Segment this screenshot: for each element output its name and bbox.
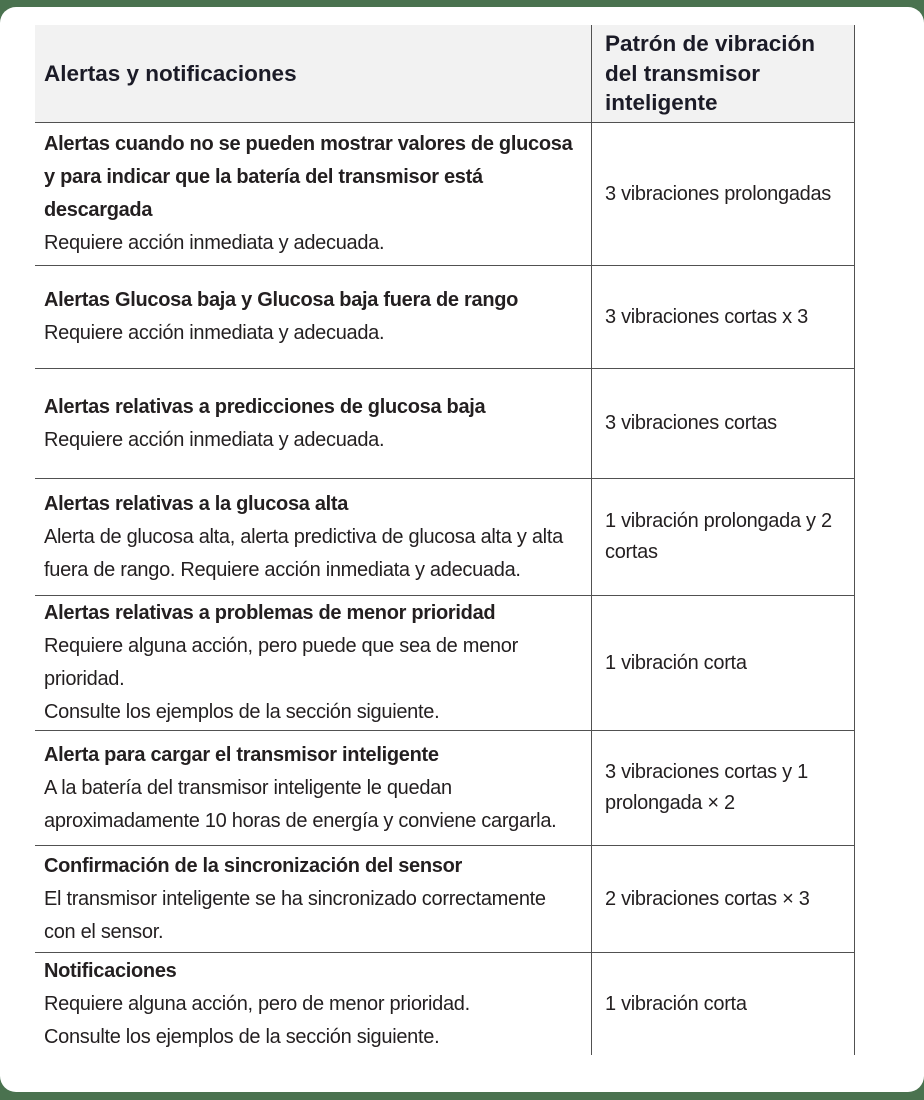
alert-cell	[35, 953, 592, 1055]
row-title: Alertas relativas a la glucosa alta	[44, 492, 349, 515]
vibration-pattern-cell	[592, 731, 854, 845]
header-col-alerts-label: Alertas y notificaciones	[44, 60, 297, 86]
row-desc: Alerta de glucosa alta, alerta predictiva de glucosa alta y alta fuera de rango. Requiere acción inmediata y adecuada.	[44, 525, 563, 581]
vibration-pattern-cell	[592, 479, 854, 595]
alert-cell	[35, 369, 592, 478]
vibration-pattern: 3 vibraciones cortas y 1 prolongada × 2	[605, 761, 808, 814]
row-title: Alerta para cargar el transmisor inteligente	[44, 743, 439, 766]
header-col-alerts	[35, 25, 592, 122]
table-row	[35, 952, 855, 1055]
row-title: Alertas cuando no se pueden mostrar valores de glucosa y para indicar que la batería del transmisor está descargada	[44, 133, 573, 221]
header-col-vibration	[592, 25, 854, 122]
row-desc-2: Consulte los ejemplos de la sección siguiente.	[44, 1025, 440, 1048]
row-title: Confirmación de la sincronización del sensor	[44, 854, 463, 877]
table-row	[35, 265, 855, 368]
alert-cell	[35, 731, 592, 845]
table-row	[35, 845, 855, 952]
row-title: Notificaciones	[44, 959, 177, 982]
table-header	[35, 25, 855, 122]
alert-cell	[35, 123, 592, 265]
row-desc-2: Consulte los ejemplos de la sección siguiente.	[44, 701, 440, 723]
vibration-pattern: 3 vibraciones cortas x 3	[605, 305, 808, 328]
alert-cell	[35, 479, 592, 595]
vibration-pattern-cell	[592, 123, 854, 265]
row-desc: Requiere acción inmediata y adecuada.	[44, 232, 385, 254]
document-page	[0, 7, 924, 1092]
table-row	[35, 595, 855, 730]
alerts-table	[35, 25, 855, 1055]
vibration-pattern-cell	[592, 953, 854, 1055]
vibration-pattern-cell	[592, 596, 854, 730]
alert-cell	[35, 266, 592, 368]
table-row	[35, 122, 855, 265]
header-col-vibration-label: Patrón de vibración del transmisor inteligente	[605, 30, 816, 116]
vibration-pattern-cell	[592, 369, 854, 478]
row-title: Alertas Glucosa baja y Glucosa baja fuera de rango	[44, 289, 519, 311]
row-desc: Requiere acción inmediata y adecuada.	[44, 428, 385, 451]
vibration-pattern: 1 vibración corta	[605, 651, 747, 674]
alert-cell	[35, 846, 592, 952]
vibration-pattern: 2 vibraciones cortas × 3	[605, 887, 810, 910]
table-row	[35, 478, 855, 595]
vibration-pattern: 1 vibración corta	[605, 992, 747, 1015]
vibration-pattern-cell	[592, 846, 854, 952]
row-desc: A la batería del transmisor inteligente le quedan aproximadamente 10 horas de energía y conviene cargarla.	[44, 776, 557, 832]
row-desc: Requiere acción inmediata y adecuada.	[44, 322, 385, 344]
row-title: Alertas relativas a problemas de menor prioridad	[44, 602, 496, 624]
row-title: Alertas relativas a predicciones de glucosa baja	[44, 395, 486, 418]
row-desc: Requiere alguna acción, pero puede que sea de menor prioridad.	[44, 635, 518, 690]
table-row	[35, 730, 855, 845]
vibration-pattern: 3 vibraciones cortas	[605, 412, 777, 434]
row-desc: El transmisor inteligente se ha sincronizado correctamente con el sensor.	[44, 887, 546, 943]
row-desc: Requiere alguna acción, pero de menor prioridad.	[44, 992, 470, 1015]
vibration-pattern: 3 vibraciones prolongadas	[605, 182, 831, 205]
vibration-pattern: 1 vibración prolongada y 2 cortas	[605, 510, 832, 563]
alert-cell	[35, 596, 592, 730]
vibration-pattern-cell	[592, 266, 854, 368]
table-row	[35, 368, 855, 478]
